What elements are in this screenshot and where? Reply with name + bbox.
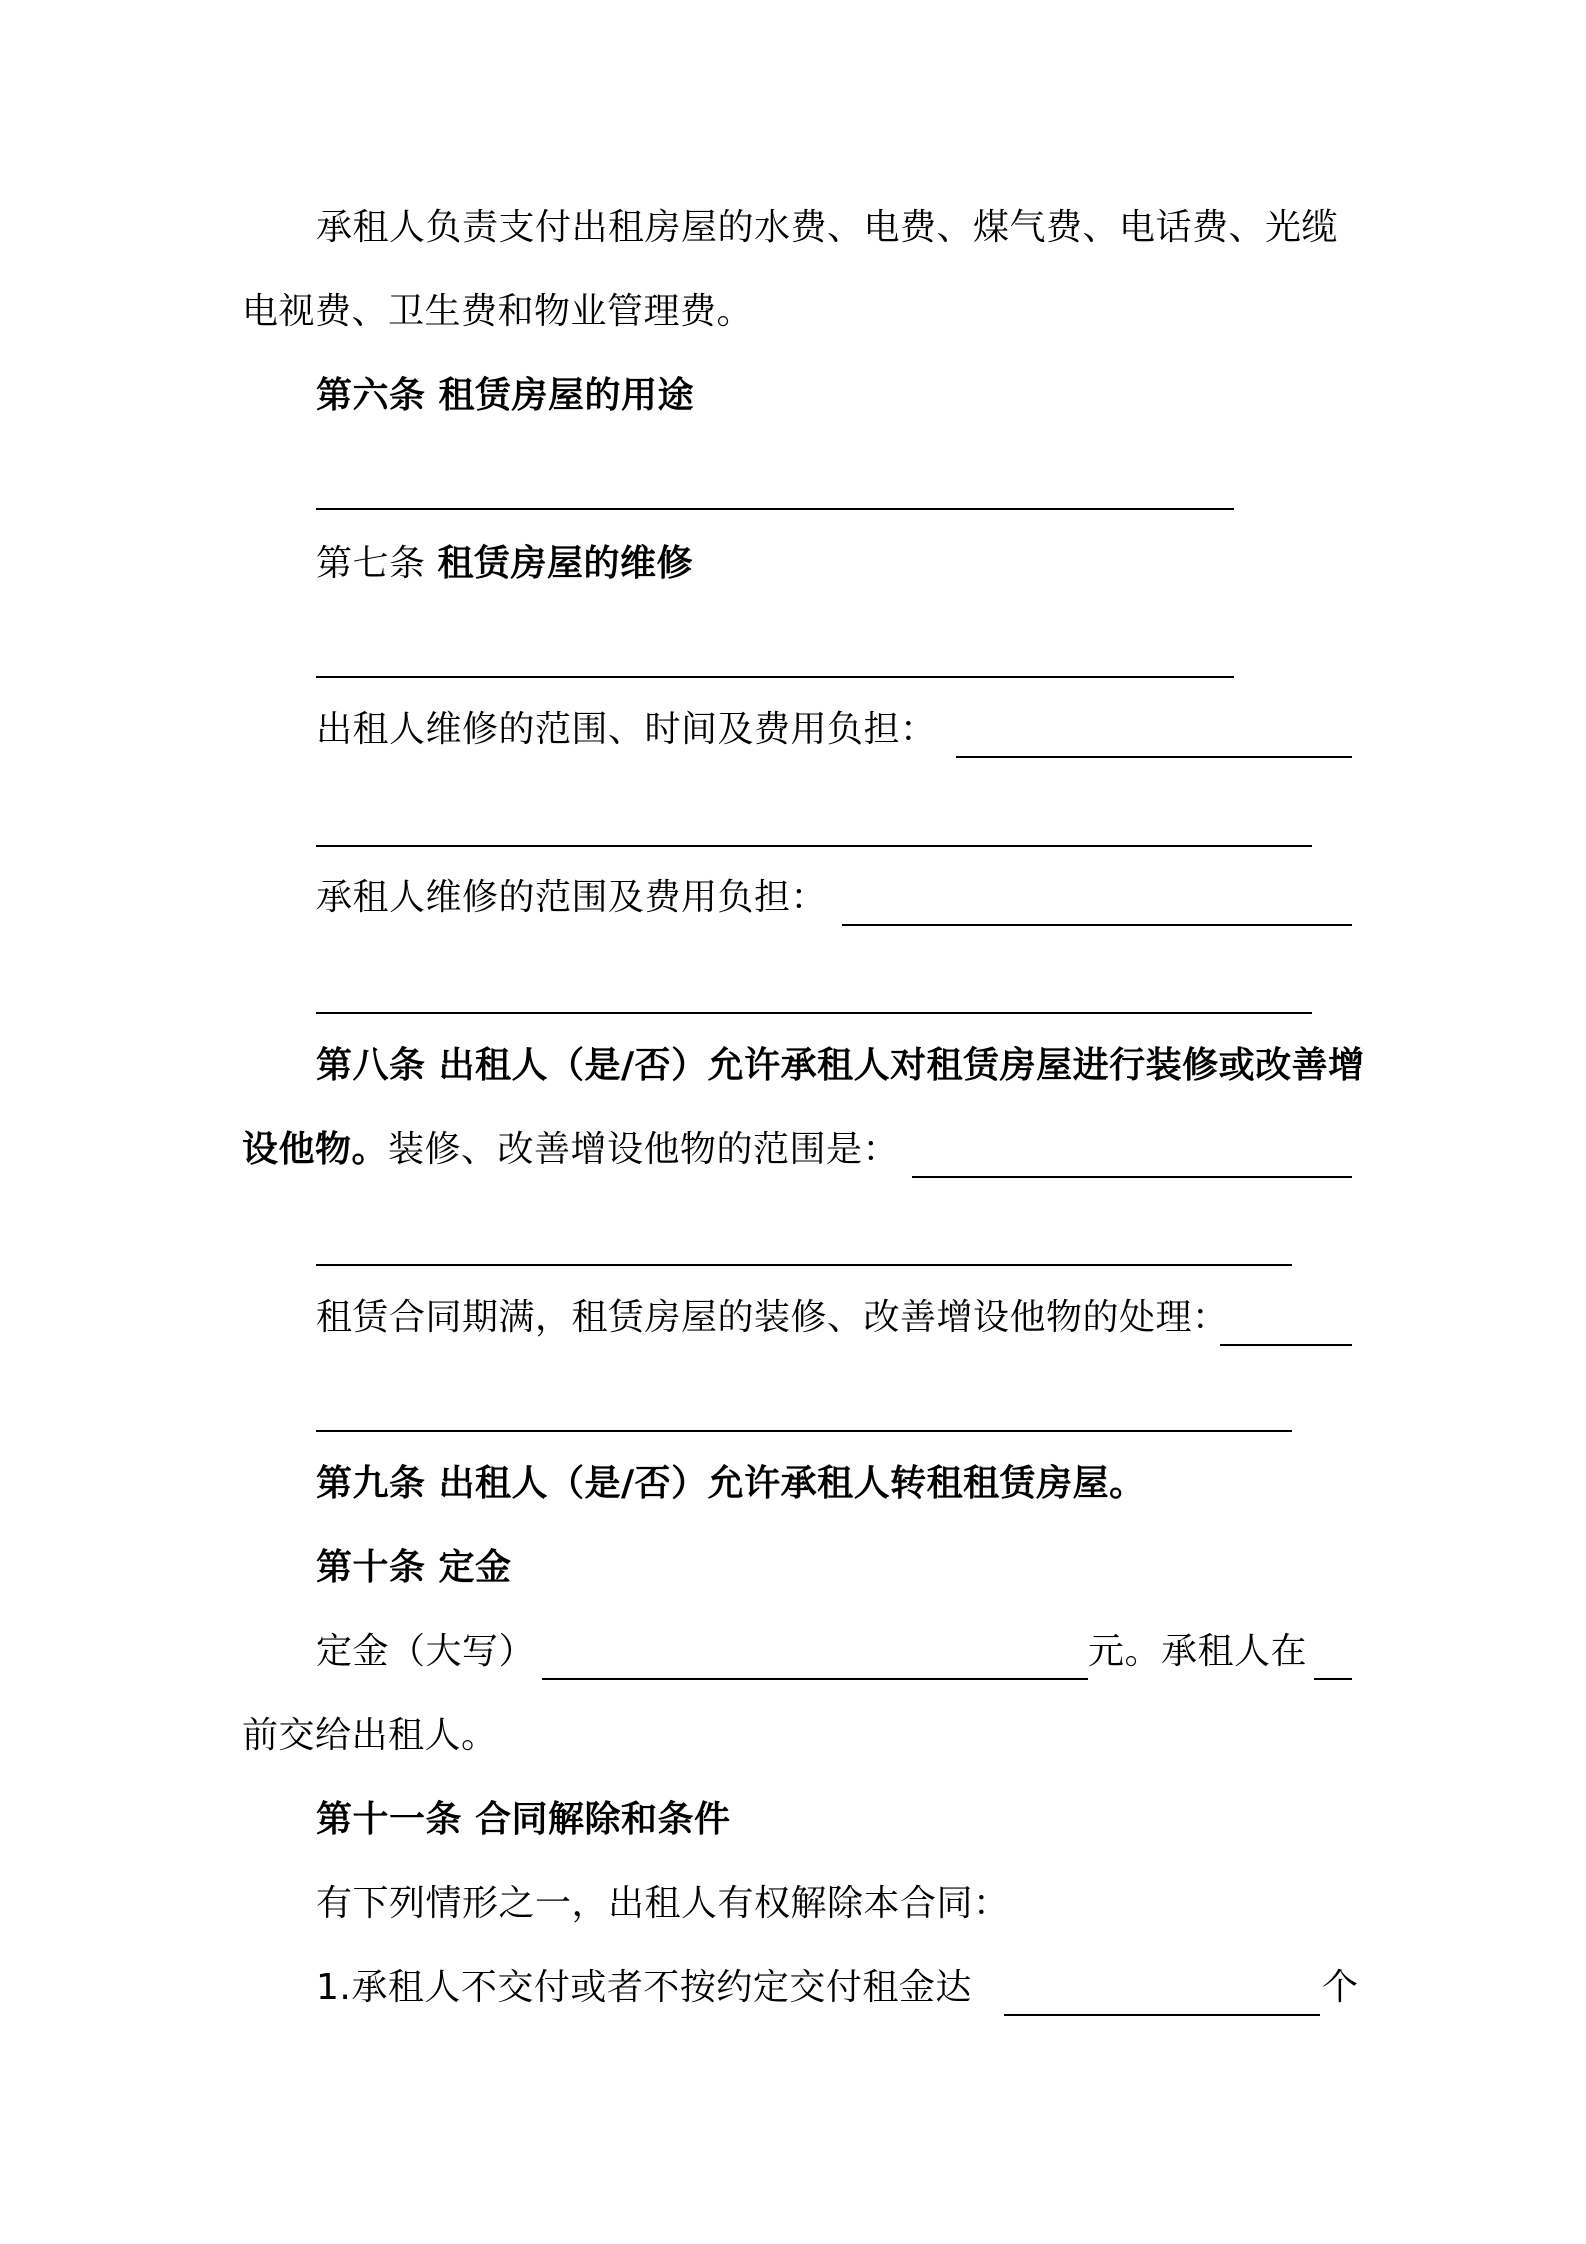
article-10-heading: 第十条 定金 xyxy=(316,1547,512,1588)
lessor-repair-label: 出租人维修的范围、时间及费用负担： xyxy=(316,709,937,750)
deposit-amount-blank xyxy=(542,1678,1088,1680)
article-7-label: 第七条 xyxy=(316,543,438,584)
article-6-heading: 第六条 租赁房屋的用途 xyxy=(316,375,695,416)
deposit-middle-text: 元。承租人在 xyxy=(1088,1631,1308,1672)
article-7-blank-line xyxy=(316,676,1234,678)
article-8-scope-label: 装修、改善增设他物的范围是： xyxy=(388,1129,900,1170)
article-11-heading: 第十一条 合同解除和条件 xyxy=(316,1799,731,1840)
article-11-item-1-prefix: 1.承租人不交付或者不按约定交付租金达 xyxy=(316,1967,972,2008)
lessee-repair-label: 承租人维修的范围及费用负担： xyxy=(316,877,828,918)
utilities-paragraph-line-2: 电视费、卫生费和物业管理费。 xyxy=(242,291,754,332)
article-8-scope-blank xyxy=(912,1176,1352,1178)
article-8-line-1: 第八条 出租人（是/否）允许承租人对租赁房屋进行装修或改善增 xyxy=(316,1045,1365,1086)
article-11-intro: 有下列情形之一，出租人有权解除本合同： xyxy=(316,1883,1010,1924)
deposit-suffix: 前交给出租人。 xyxy=(242,1715,498,1756)
utilities-paragraph-line-1: 承租人负责支付出租房屋的水费、电费、煤气费、电话费、光缆 xyxy=(316,207,1339,248)
article-9-heading: 第九条 出租人（是/否）允许承租人转租租赁房屋。 xyxy=(316,1463,1146,1504)
article-6-blank-line xyxy=(316,508,1234,510)
rent-arrears-months-blank xyxy=(1004,2014,1320,2016)
lessor-repair-blank xyxy=(956,756,1352,758)
article-7-heading xyxy=(316,540,693,588)
article-7-title: 租赁房屋的维修 xyxy=(437,543,693,584)
lessor-repair-blank-line-2 xyxy=(316,845,1312,847)
deposit-date-blank xyxy=(1314,1678,1352,1680)
article-8-line-2 xyxy=(242,1126,899,1174)
article-8-line-2-bold: 设他物。 xyxy=(242,1129,389,1170)
deposit-prefix: 定金（大写） xyxy=(316,1631,536,1672)
article-11-item-1-suffix: 个 xyxy=(1322,1967,1359,2008)
article-8-scope-blank-line-2 xyxy=(316,1264,1292,1266)
expiry-handling-blank xyxy=(1220,1344,1352,1346)
expiry-handling-label: 租赁合同期满，租赁房屋的装修、改善增设他物的处理： xyxy=(316,1297,1229,1338)
lessee-repair-blank xyxy=(842,924,1352,926)
expiry-handling-blank-line-2 xyxy=(316,1430,1292,1432)
lessee-repair-blank-line-2 xyxy=(316,1012,1312,1014)
